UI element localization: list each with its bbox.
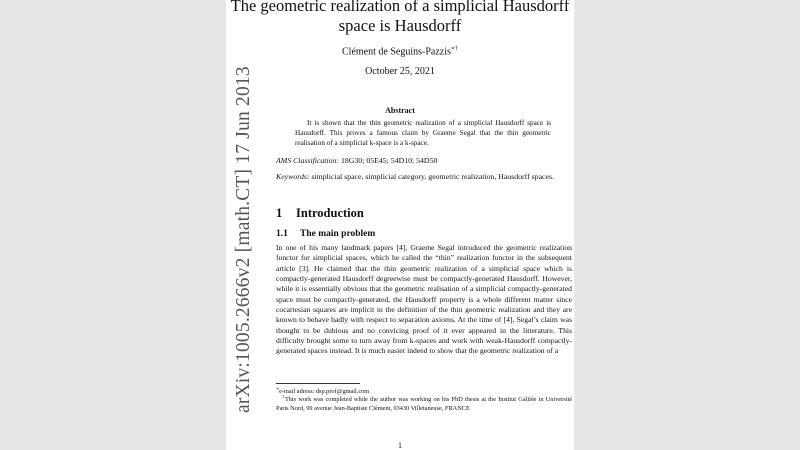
left-backdrop	[0, 0, 226, 450]
author-name: Clément de Seguins-Pazzis	[342, 46, 451, 58]
author-line	[226, 45, 574, 57]
arxiv-stamp: arXiv:1005.2666v2 [math.CT] 17 Jun 2013	[233, 66, 254, 413]
title-line-2: space is Hausdorff	[338, 16, 462, 35]
footnote1-mark: ∗	[276, 386, 280, 391]
section-heading	[276, 206, 364, 221]
abstract-text: It is shown that the thin geometric realization of a simplicial Hausdorff space is Hausdorff. This proves a famous claim by Graeme Segal that the thin geometric realisation of a simplicial k-space is a k-space.	[295, 119, 551, 148]
subsection-number: 1.1	[276, 229, 288, 239]
footnote2-mark: †	[282, 394, 285, 399]
abstract-heading: Abstract	[385, 106, 415, 115]
page-number: 1	[398, 441, 402, 450]
subsection-title: The main problem	[300, 229, 376, 239]
ams-label: AMS Classification:	[276, 156, 340, 165]
footnote2-text: This work was completed while the author was working on his PhD thesis at the Institut Galilée in Université Paris Nord, 99 avenue Jean-Baptiste Clément, 93430 Villetaneuse, FRANCE	[276, 396, 572, 412]
right-backdrop	[574, 0, 800, 450]
paper-date: October 25, 2021	[365, 66, 435, 77]
keywords-value: simplicial space, simplicial category, geometric realization, Hausdorff spaces.	[311, 172, 554, 181]
paper-page	[226, 0, 574, 450]
keywords-label: Keywords:	[276, 172, 310, 181]
body-paragraph: In one of his many landmark papers [4], Graeme Segal introduced the geometric realization functor for simplicial spaces, which he called the “thin” realization functor in the subsequent article [3]. He claimed that the thin geometric realization of a simplicial space which is compactly-generated Hausdorff degreewise must be compactly-generated Hausdorff. However, while it is essentially obvious that the geometric realisation of a simplicial compactly-generated space must be compactly-generated, the Hausdorff property is a whole different matter since cocartesian squares are implicit in the definition of the thin geometric realization and they are known to behave badly with respect to separation axioms. At the time of [4], Segal’s claim was thought to be dubious and no convicing proof of it ever appeared in the litterature. This difficulty brought some to turn away from k-spaces and work with weak-Hausdorff compactly-generated spaces instead. It is much easier indeed to show that the geometric realization of a	[276, 243, 572, 356]
author-footnote-marks: ∗†	[450, 46, 458, 52]
keywords	[276, 172, 572, 183]
footnote-rule	[276, 383, 360, 384]
section-title: Introduction	[296, 206, 364, 220]
subsection-heading	[276, 229, 375, 239]
paper-title	[226, 0, 574, 36]
section-number: 1	[276, 206, 283, 220]
footnote-affiliation	[276, 393, 572, 413]
ams-value: 18G30; 05E45; 54D10; 54D50	[340, 156, 438, 165]
footnote1-text: e-mail adress: dsp.prof@gmail.com	[279, 388, 370, 396]
title-line-1: The geometric realization of a simplicial Hausdorff	[230, 0, 570, 15]
ams-classification	[276, 156, 572, 167]
